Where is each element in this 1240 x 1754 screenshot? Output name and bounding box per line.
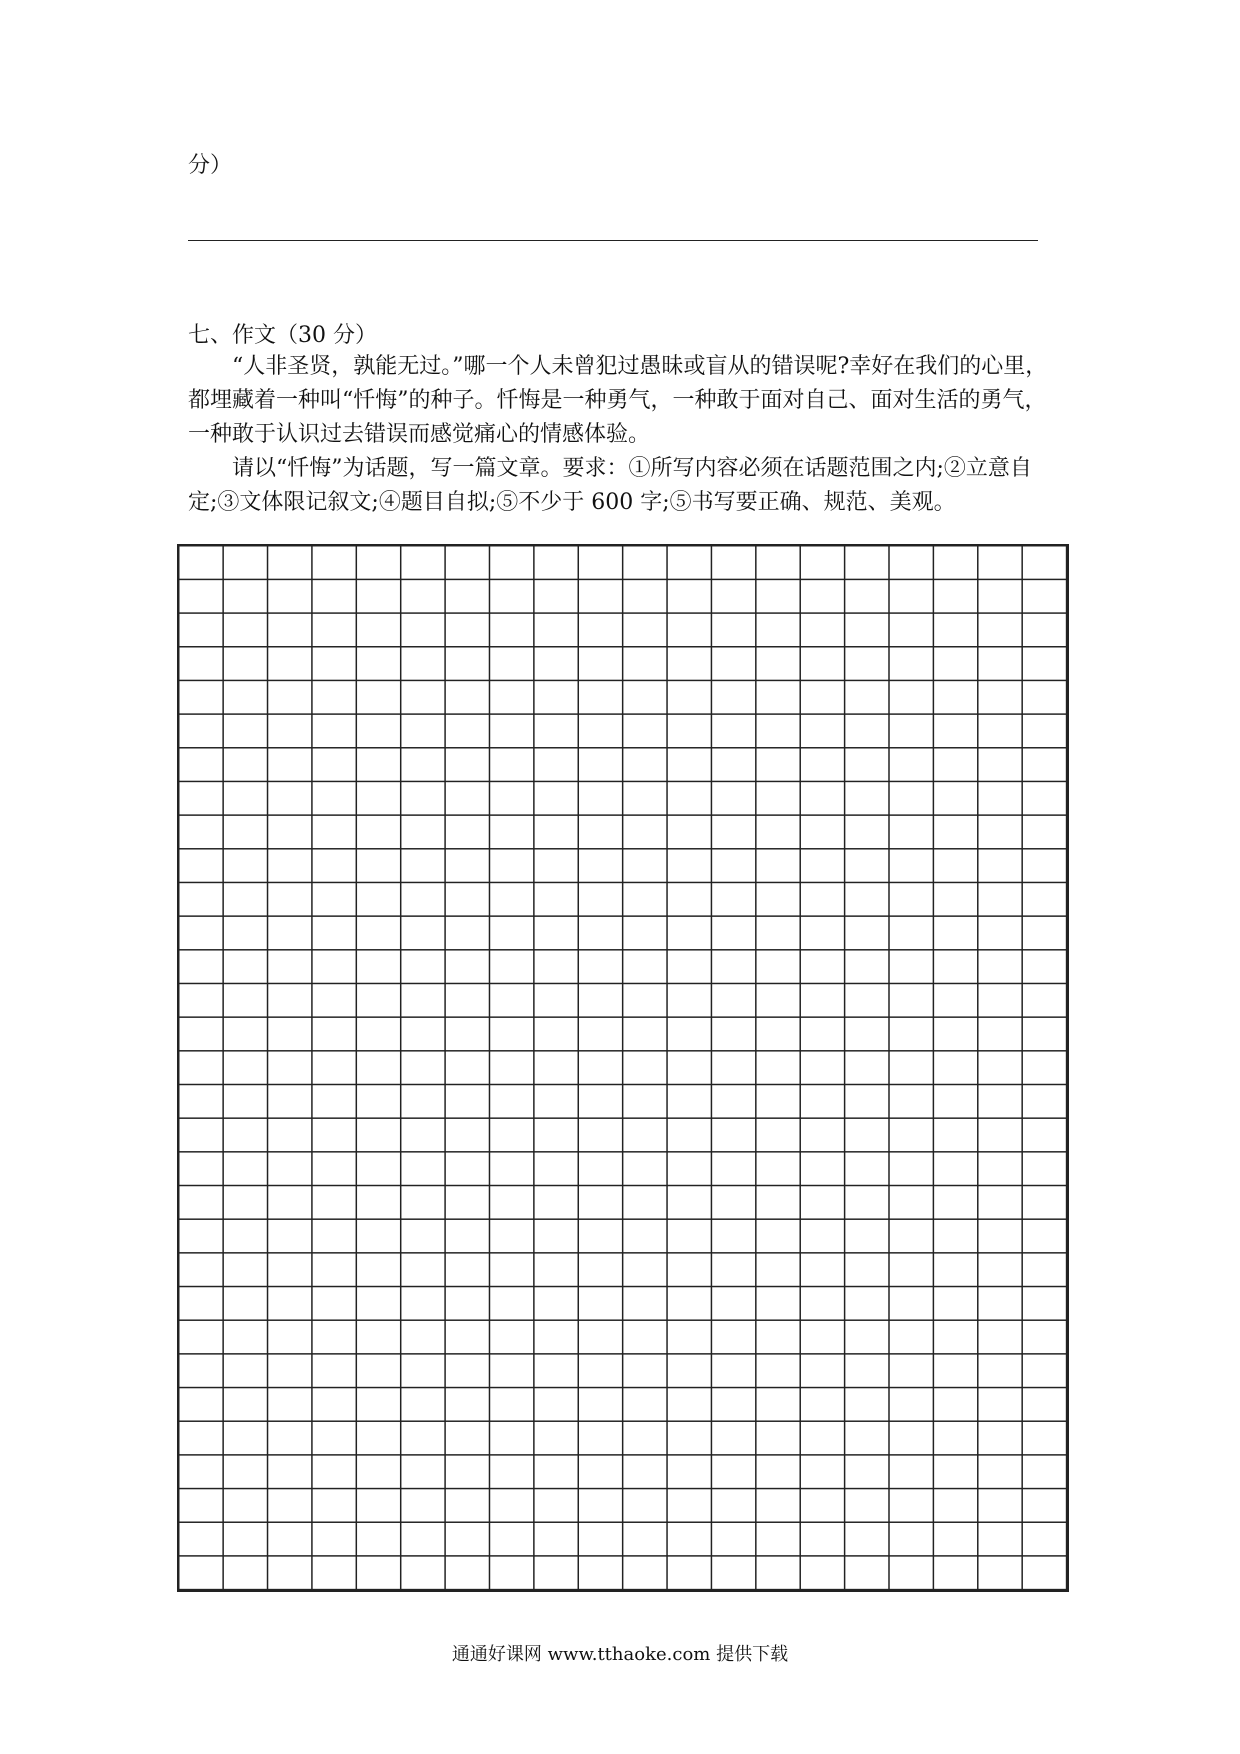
footer-source: 通通好课网 www.tthaoke.com 提供下载 [451, 1644, 789, 1665]
essay-requirements-paragraph: 请以“忏悔”为话题，写一篇文章。要求：①所写内容必须在话题范围之内;②立意自定;③文体限记叙文;④题目自拟;⑤不少于 600 字;⑤书写要正确、规范、美观。 [188, 456, 1032, 515]
essay-prompt-paragraph: “人非圣贤，孰能无过。”哪一个人未曾犯过愚昧或盲从的错误呢?幸好在我们的心里，都埋藏着一种叫“忏悔”的种子。忏悔是一种勇气，一种敢于面对自己、面对生活的勇气，一种敢于认识过去错误而感觉痛心的情感体验。 [188, 354, 1048, 447]
essay-section-title: 七、作文（30 分） [188, 323, 377, 348]
essay-writing-grid[interactable] [177, 544, 1069, 1592]
answer-line[interactable] [188, 240, 1038, 241]
previous-question-continuation: 分） [188, 153, 233, 178]
